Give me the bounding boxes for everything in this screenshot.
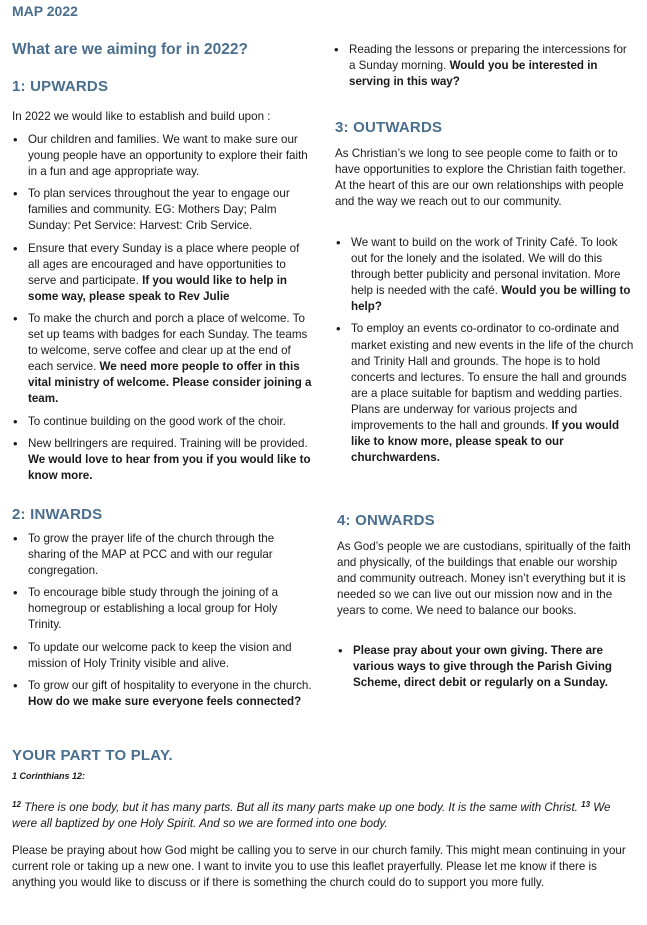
list-item: • Please pray about your own giving. There are various ways to give through the Parish Giving Scheme, direct debit or regularly on a Sunday. [337,643,629,691]
inwards-list [12,531,312,716]
upwards-list [12,132,312,490]
list-item: • To encourage bible study through the joining of a homegroup or establishing a local group for Holy Trinity. [12,585,312,633]
list-item: • New bellringers are required. Training will be provided. We would love to hear from you if you would like to know more. [12,436,312,484]
list-item: • Ensure that every Sunday is a place where people of all ages are encouraged and have opportunities to serve and participate. If you would like to help in some way, please speak to Rev Julie [12,241,312,305]
onwards-heading: 4: ONWARDS [337,512,435,529]
list-item: • To employ an events co-ordinator to co-ordinate and market existing and new events in the life of the church and Trinity Hall and grounds. The hope is to hold concerts and lectures. To ensure the hall and grounds are a place suitable for baptism and wedding parties. Plans are underway for various projects and improvements to the hall and grounds. If you would like to know more, please speak to our churchwardens. [335,321,635,466]
outwards-list [335,235,635,472]
list-item: • To make the church and porch a place of welcome. To set up teams with badges for each Sunday. The teams to welcome, serve coffee and clear up at the end of each service. We need more people to offer in this vital ministry of welcome. Please consider joining a team. [12,311,312,408]
onwards-list [337,643,629,697]
list-item: • To grow the prayer life of the church through the sharing of the MAP at PCC and with our regular congregation. [12,531,312,579]
list-item: • Reading the lessons or preparing the intercessions for a Sunday morning. Would you be interested in serving in this way? [333,42,633,90]
upwards-intro: In 2022 we would like to establish and build upon : [12,110,271,123]
list-item: • We want to build on the work of Trinity Café. To look out for the lonely and the isolated. We will do this through better publicity and personal invitation. More help is needed with the café. Would you be willing to help? [335,235,635,315]
verse-number: 13 [581,800,591,809]
list-item: • To update our welcome pack to keep the vision and mission of Holy Trinity visible and alive. [12,640,312,672]
scripture-reference: 1 Corinthians 12: [12,771,86,781]
your-part-heading: YOUR PART TO PLAY. [12,747,173,764]
list-item: • To plan services throughout the year to engage our families and community. EG: Mothers Day; Palm Sunday: Pet Service: Harvest: Crib Service. [12,186,312,234]
upwards-heading: 1: UPWARDS [12,78,109,95]
outwards-heading: 3: OUTWARDS [335,119,443,136]
closing-paragraph: Please be praying about how God might be calling you to serve in our church family. This might mean continuing in your current role or taking up a new one. I want to invite you to use this leaflet prayerfully. Please let me know if there is anything you would like to discuss or if there is something the church could do to support you more fully. [12,844,626,890]
inwards-heading: 2: INWARDS [12,506,103,523]
scripture-text [12,800,612,832]
list-item: • To continue building on the good work of the choir. [12,414,312,430]
outwards-intro: As Christian’s we long to see people come to faith or to have opportunities to explore the Christian faith together. At the heart of this are our own relationships with people and the way we reach out to our community. [335,147,626,209]
list-item: • Our children and families. We want to make sure our young people have an opportunity to explore their faith in a fun and age appropriate way. [12,132,312,180]
onwards-intro: As God’s people we are custodians, spiritually of the faith and physically, of the buildings that enable our worship and community outreach. Money isn’t everything but it is needed so we can live out our mission now and in the years to come. We need to balance our books. [337,540,631,618]
main-heading: What are we aiming for in 2022? [12,41,249,58]
upwards-list-continued [333,42,633,96]
verse-number: 12 [12,800,21,809]
list-item: • To grow our gift of hospitality to everyone in the church. How do we make sure everyone feels connected? [12,678,312,710]
verse-12: There is one body, but it has many parts. But all its many parts make up one body. It is the same with Christ. [24,801,578,814]
verse-13: We were all baptized by one Holy Spirit. And so we are formed into one body. [12,801,611,831]
document-title: MAP 2022 [12,3,78,19]
